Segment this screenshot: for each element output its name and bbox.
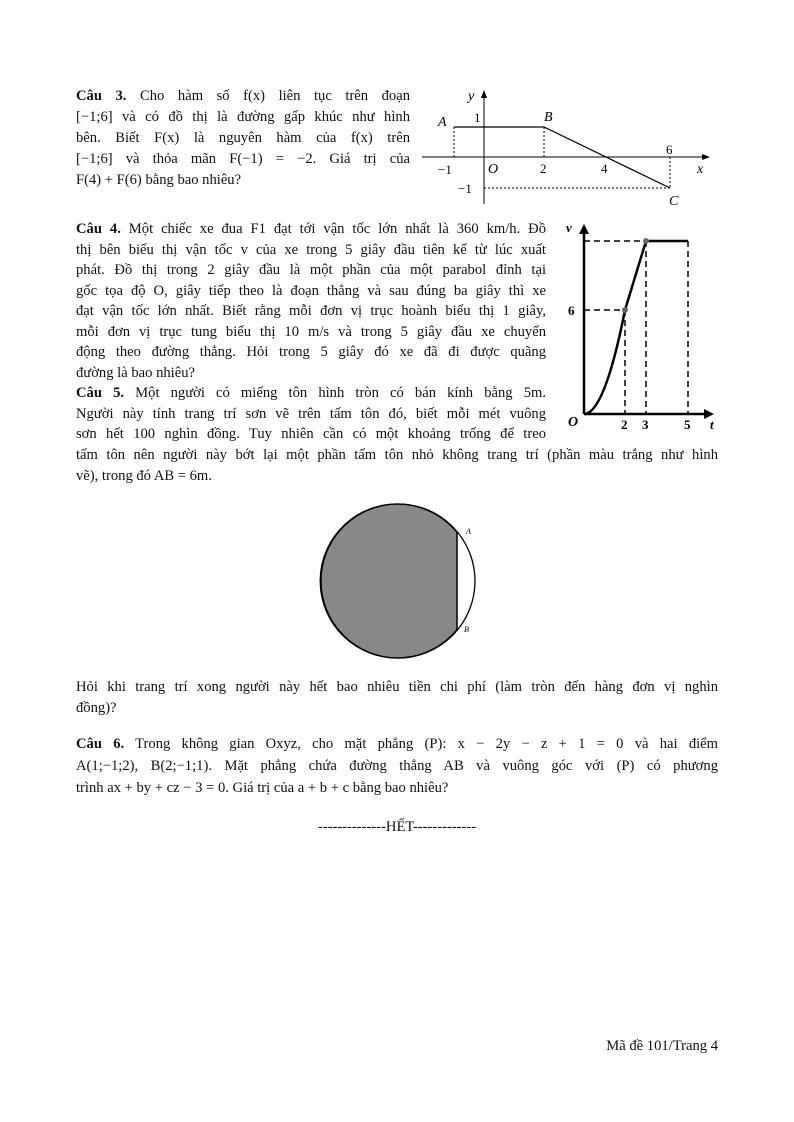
q3-line-2: [−1;6] và có đồ thị là đường gấp khúc như hình [76,109,410,125]
q4-line-1: Câu 4. Một chiếc xe đua F1 đạt tới vận tốc lớn nhất là 360 km/h. Đồ [76,221,547,237]
q3-point-c: C [669,194,679,209]
q4-tick-t-3: 3 [642,417,649,432]
q5-line-3: sơn hết 100 nghìn đồng. Tuy nhiên cần có một khoảng trống để treo [76,426,546,442]
q4-line-8: đường là bao nhiêu? [76,364,195,381]
q4-line-2: thị bên biểu thị vận tốc v của xe trong 5 giây đầu tiên kể từ lúc xuất [76,241,546,258]
q4-line-6: mỗi đơn vị trục tung biểu thị 10 m/s và trong 5 giây đầu xe chuyển [76,323,546,340]
q4-tick-t-5: 5 [684,417,691,432]
q4-line-7: động theo đường thẳng. Hỏi trong 5 giây đó xe đã đi được quãng [76,344,546,360]
q5-ask-line-2: đồng)? [76,699,117,716]
q5-circle-figure [314,500,484,660]
question-5 [76,383,546,445]
q4-v-axis-label: v [566,220,572,235]
q5-ask-line-1: Hỏi khi trang trí xong người này hết bao nhiêu tiền chi phí (làm tròn đến hàng đơn vị nghìn [76,679,718,695]
q3-graph [418,84,718,212]
end-marker: --------------HẾT------------- [317,819,477,835]
q3-tick-x-4: 4 [601,161,608,176]
q5-line-5: vẽ), trong đó AB = 6m. [76,467,212,484]
page-footer: Mã đề 101/Trang 4 [606,1038,718,1054]
q3-tick-y-neg1: −1 [458,181,472,196]
q3-line-4: [−1;6] và thỏa mãn F(−1) = −2. Giá trị của [76,151,410,167]
question-3 [76,86,410,191]
q4-label: Câu 4. [76,221,121,237]
q3-tick-x-neg1: −1 [438,162,452,177]
q3-line-5: F(4) + F(6) bằng bao nhiêu? [76,172,242,188]
q3-line-1: Câu 3. Cho hàm số f(x) liên tục trên đoạn [76,88,411,104]
question-6 [76,733,718,799]
q6-line-3: trình ax + by + cz − 3 = 0. Giá trị của a + b + c bằng bao nhiêu? [76,780,449,796]
painted-region [320,504,457,658]
q4-origin-label: O [568,415,579,430]
q4-line-5: đạt vận tốc lớn nhất. Biết rằng mỗi đơn vị trục hoành biểu thị 1 giây, [76,303,546,319]
q3-tick-x-6: 6 [666,142,673,157]
q3-point-b: B [544,110,553,125]
q4-velocity-graph [560,218,720,434]
q4-line-3: phát. Đồ thị trong 2 giây đầu là một phần của một parabol đỉnh tại [76,262,546,278]
q3-line-3: bên. Biết F(x) là nguyên hàm của f(x) trên [76,130,410,146]
q6-label: Câu 6. [76,736,125,752]
q5-line-4: tấm tôn nên người này bớt lại một phần tấm tôn nhỏ không trang trí (phần màu trắng như hình [76,447,718,463]
q5-label: Câu 5. [76,385,125,401]
q4-t-axis-label: t [710,417,714,432]
q4-tick-v-6: 6 [568,303,575,318]
q5-line-1: Câu 5. Một người có miếng tôn hình tròn có bán kính bằng 5m. [76,385,547,401]
q5-point-a: A [466,527,471,536]
q3-tick-x-2: 2 [540,161,547,176]
q6-line-2: A(1;−1;2), B(2;−1;1). Mặt phẳng chứa đường thẳng AB và vuông góc với (P) có phương [76,758,718,774]
q4-line-4: gốc tọa độ O, giây tiếp theo là đoạn thẳng và sau đúng ba giây thì xe [76,282,546,299]
q4-tick-t-2: 2 [621,417,628,432]
question-5-ask [76,677,718,718]
q5-line-2: Người này tính trang trí sơn vẽ trên tấm tôn đó, biết mỗi mét vuông [76,405,546,422]
question-5-cont [76,445,718,486]
q3-origin-label: O [488,162,499,177]
q3-point-a: A [438,115,447,130]
q3-tick-y-1: 1 [474,110,481,125]
q5-point-b: B [464,625,469,634]
question-4 [76,219,546,383]
q6-line-1: Câu 6. Trong không gian Oxyz, cho mặt phẳng (P): x − 2y − z + 1 = 0 và hai điểm [76,736,718,752]
q3-y-axis-label: y [468,89,475,104]
q3-label: Câu 3. [76,88,127,104]
q3-x-axis-label: x [697,162,704,177]
